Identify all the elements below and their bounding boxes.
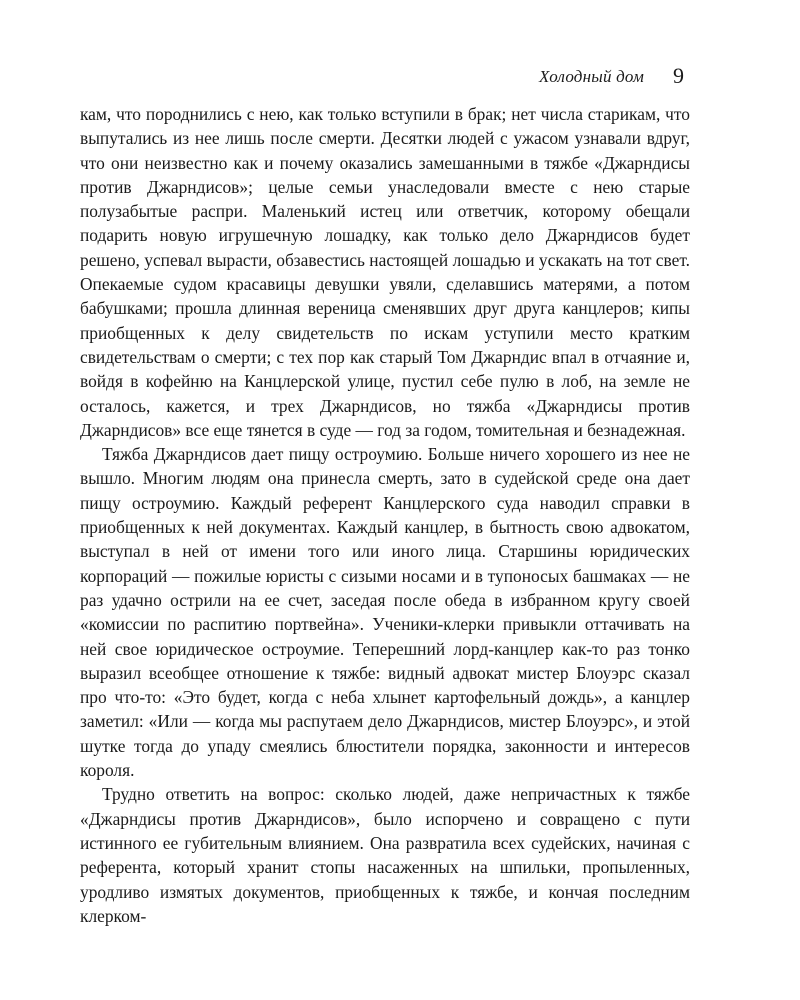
paragraph: Тяжба Джарндисов дает пищу остроумию. Больше ничего хорошего из нее не вышло. Многим людям она принесла смерть, зато в судейской среде она дает пищу остроумию. Каждый референт Канцлерского суда наводил справки в приобщенных к ней документах. Каждый канцлер, в бытность свою адвокатом, выступал в ней от имени того или иного лица. Старшины юридических корпораций — пожилые юристы с сизыми носами и в тупоносых башмаках — не раз удачно острили на ее счет, заседая после обеда в избранном кругу своей «комиссии по распитию портвейна». Ученики-клерки привыкли оттачивать на ней свое юридическое остроумие. Теперешний лорд-канцлер как-то раз тонко выразил всеобщее отношение к тяжбе: видный адвокат мистер Блоуэрс сказал про что-то: «Это будет, когда с неба хлынет картофельный дождь», а канцлер заметил: «Или — когда мы распутаем дело Джарндисов, мистер Блоуэрс», и этой шутке тогда до упаду смеялись блюстители порядка, законности и интересов короля.	[80, 444, 690, 781]
body-text	[80, 102, 690, 928]
running-header	[80, 64, 684, 92]
running-title: Холодный дом	[538, 67, 644, 86]
page-number: 9	[673, 63, 684, 88]
paragraph: Трудно ответить на вопрос: сколько людей, даже непричастных к тяжбе «Джарндисы против Джарндисов», было испорчено и совращено с пути истинного ее губительным влиянием. Она развратила всех судейских, начиная с референта, который хранит стопы насаженных на шпильки, пропыленных, уродливо измятых документов, приобщенных к тяжбе, и кончая последним клерком-	[80, 784, 690, 926]
paragraph-continued: кам, что породнились с нею, как только вступили в брак; нет числа старикам, что выпутались из нее лишь после смерти. Десятки людей с ужасом узнавали вдруг, что они неизвестно как и почему оказались замешанными в тяжбе «Джарндисы против Джарндисов»; целые семьи унаследовали вместе с нею старые полузабытые распри. Маленький истец или ответчик, которому обещали подарить новую игрушечную лошадку, как только дело Джарндисов будет решено, успевал вырасти, обзавестись настоящей лошадью и ускакать на тот свет. Опекаемые судом красавицы девушки увяли, сделавшись матерями, а потом бабушками; прошла длинная вереница сменявших друг друга канцлеров; кипы приобщенных к делу свидетельств по искам уступили место кратким свидетельствам о смерти; с тех пор как старый Том Джарндис впал в отчаяние и, войдя в кофейню на Канцлерской улице, пустил себе пулю в лоб, на земле не осталось, кажется, и трех Джарндисов, но тяжба «Джарндисы против Джарндисов» все еще тянется в суде — год за годом, томительная и безнадежная.	[80, 104, 690, 440]
